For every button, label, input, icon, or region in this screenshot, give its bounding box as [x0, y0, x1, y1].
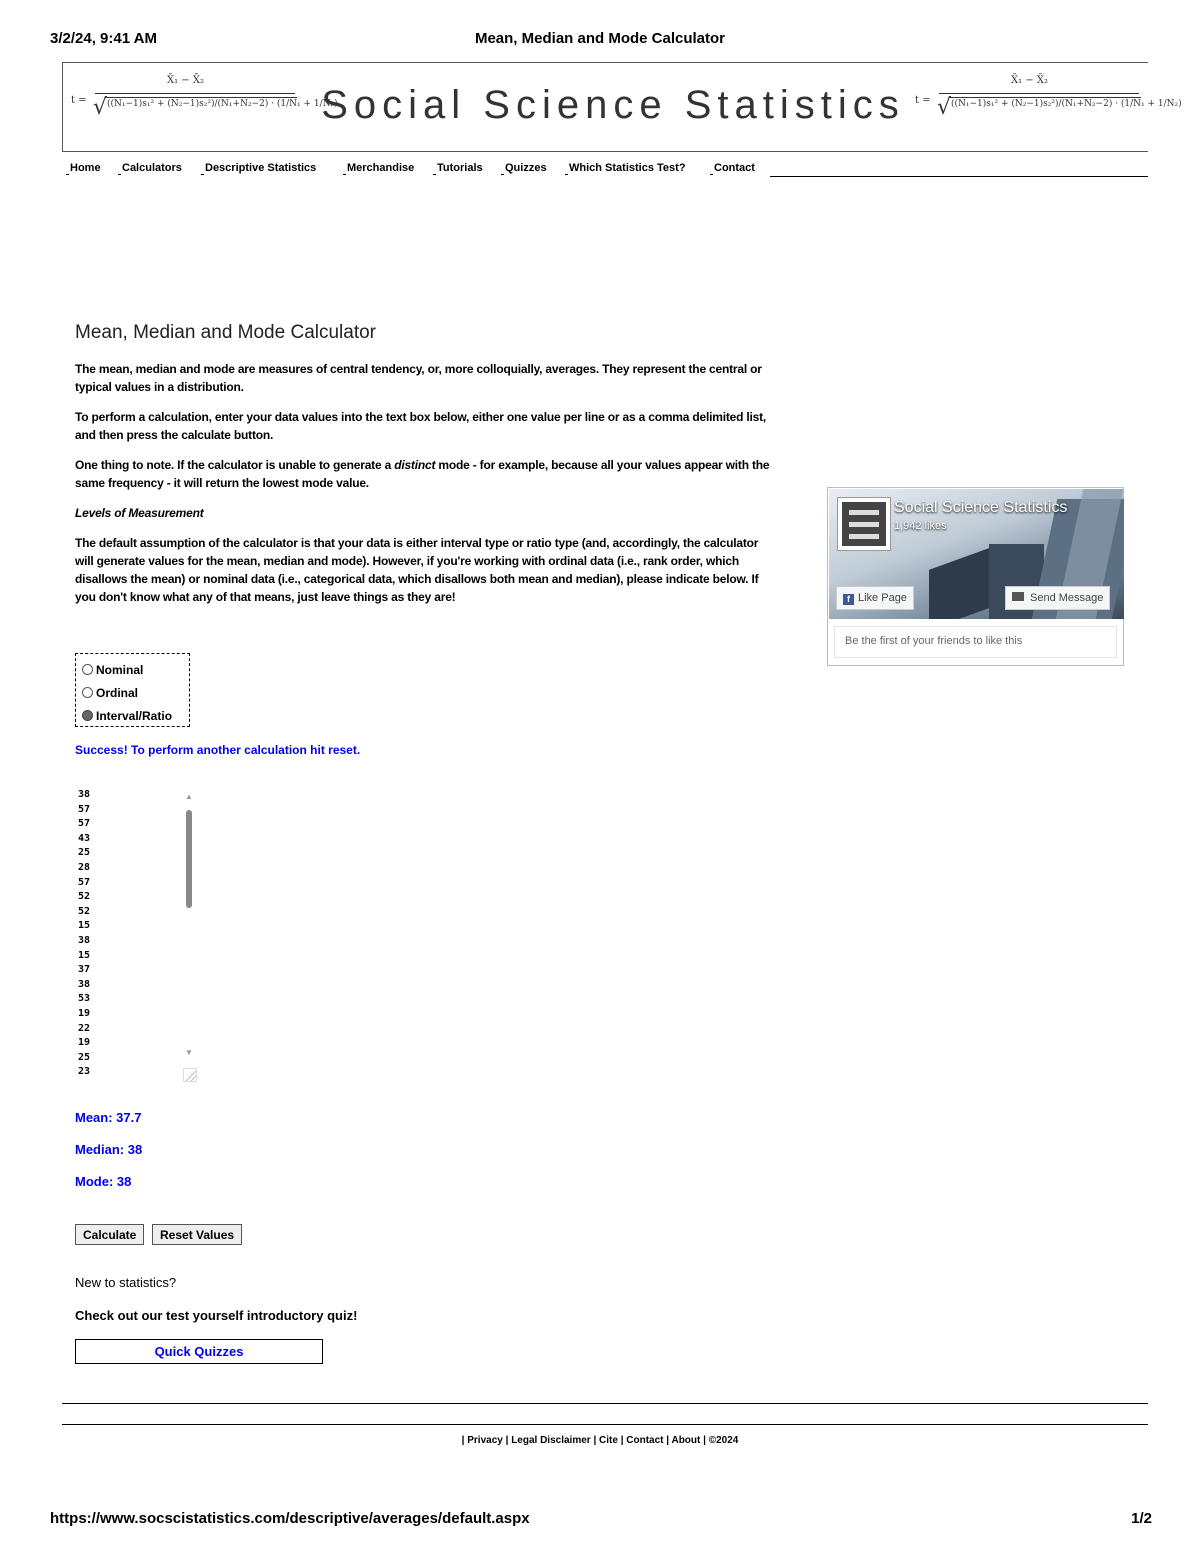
facebook-like-page-button[interactable] — [836, 586, 914, 610]
mean-result: Mean: 37.7 — [75, 1110, 142, 1125]
data-value-line[interactable]: 19 — [78, 1007, 91, 1019]
levels-heading-text: Levels of Measurement — [75, 506, 204, 520]
print-page-number: 1/2 — [1131, 1510, 1152, 1527]
levels-heading — [75, 504, 775, 522]
data-value-line[interactable]: 52 — [78, 905, 91, 917]
site-brand[interactable]: Social Science Statistics — [321, 83, 905, 127]
facebook-page-logo[interactable] — [837, 497, 891, 551]
nav-which-statistics-test[interactable]: Which Statistics Test? — [569, 162, 686, 174]
data-values-textarea[interactable] — [75, 786, 200, 1086]
t-test-formula-right: t = X̄₁ − X̄₂ √ ((N₁−1)s₁² + (N₂−1)s₂²)/(N₁+N₂−2) · (1/N₁ + 1/N₂) — [915, 75, 1182, 120]
data-value-line[interactable]: 19 — [78, 1037, 91, 1049]
formula-numerator: X̄₁ − X̄₂ — [167, 75, 204, 86]
mode-note-emphasis: distinct — [394, 458, 436, 472]
message-icon — [1012, 592, 1024, 601]
facebook-cover-image[interactable] — [829, 489, 1124, 619]
scroll-down-arrow-icon[interactable]: ▼ — [185, 1048, 193, 1057]
quick-quizzes-button[interactable]: Quick Quizzes — [75, 1339, 323, 1364]
quiz-promo-text: Check out our test yourself introductory quiz! — [75, 1308, 358, 1323]
data-value-line[interactable]: 57 — [78, 876, 91, 888]
data-value-line[interactable]: 28 — [78, 861, 91, 873]
facebook-page-name[interactable]: Social Science Statistics — [894, 499, 1068, 516]
data-value-line[interactable]: 57 — [78, 818, 91, 830]
radio-option-nominal[interactable] — [82, 658, 189, 681]
reset-values-button[interactable]: Reset Values — [152, 1224, 242, 1245]
print-url: https://www.socscistatistics.com/descriptive/averages/default.aspx — [50, 1510, 530, 1527]
facebook-likes-count: 1,942 likes — [894, 520, 947, 532]
radio-ordinal[interactable] — [82, 687, 93, 698]
print-title: Mean, Median and Mode Calculator — [474, 30, 726, 47]
data-value-line[interactable]: 53 — [78, 993, 91, 1005]
data-value-line[interactable]: 15 — [78, 920, 91, 932]
nav-merchandise[interactable]: Merchandise — [347, 162, 415, 174]
success-message: Success! To perform another calculation hit reset. — [75, 743, 361, 757]
formula-denominator: ((N₁−1)s₁² + (N₂−1)s₂²)/(N₁+N₂−2) · (1/N₁ + 1/N₂) — [951, 99, 1182, 109]
data-value-line[interactable]: 15 — [78, 949, 91, 961]
intro-paragraph: The mean, median and mode are measures of central tendency, or, more colloquially, averages. They represent the central or typical values in a distribution. — [75, 362, 762, 394]
radio-label-ordinal[interactable]: Ordinal — [96, 685, 139, 700]
facebook-page-widget[interactable] — [827, 487, 1124, 666]
data-value-line[interactable]: 38 — [78, 934, 91, 946]
resize-handle-icon[interactable] — [183, 1068, 197, 1082]
footer-links[interactable]: | Privacy | Legal Disclaimer | Cite | Contact | About | ©2024 — [461, 1435, 739, 1446]
formula-numerator: X̄₁ − X̄₂ — [1011, 75, 1048, 86]
footer-divider-bottom — [62, 1424, 1148, 1425]
data-value-line[interactable]: 22 — [78, 1022, 91, 1034]
radio-option-ordinal[interactable] — [82, 681, 189, 704]
data-value-line[interactable]: 38 — [78, 978, 91, 990]
nav-quizzes[interactable]: Quizzes — [505, 162, 547, 174]
data-value-line[interactable]: 25 — [78, 847, 91, 859]
mode-note-text-a: One thing to note. If the calculator is unable to generate a — [75, 458, 395, 472]
instructions-paragraph: To perform a calculation, enter your data values into the text box below, either one value per line or as a comma delimited list, and then press the calculate button. — [75, 410, 767, 442]
formula-t: t = — [915, 95, 931, 106]
mode-result: Mode: 38 — [75, 1174, 132, 1189]
data-value-line[interactable]: 37 — [78, 964, 91, 976]
data-value-line[interactable]: 23 — [78, 1066, 91, 1078]
formula-denominator: ((N₁−1)s₁² + (N₂−1)s₂²)/(N₁+N₂−2) · (1/N₁ + 1/N₂) — [107, 99, 338, 109]
main-nav — [62, 162, 1148, 180]
main-content — [75, 322, 775, 618]
mode-note-paragraph — [75, 456, 775, 492]
textarea-scrollbar[interactable] — [184, 792, 194, 1072]
radio-nominal[interactable] — [82, 664, 93, 675]
measurement-level-radio-group — [75, 653, 190, 727]
data-value-line[interactable]: 43 — [78, 832, 91, 844]
data-value-line[interactable]: 52 — [78, 891, 91, 903]
data-values-list[interactable] — [78, 788, 90, 1080]
radio-label-nominal[interactable]: Nominal — [96, 662, 144, 677]
nav-divider — [770, 176, 1148, 177]
formula-t: t = — [71, 95, 87, 106]
radio-label-interval-ratio[interactable]: Interval/Ratio — [96, 708, 173, 723]
facebook-send-message-button[interactable] — [1005, 586, 1110, 610]
nav-calculators[interactable]: Calculators — [122, 162, 182, 174]
nav-tutorials[interactable]: Tutorials — [437, 162, 483, 174]
data-value-line[interactable]: 25 — [78, 1051, 91, 1063]
median-result: Median: 38 — [75, 1142, 143, 1157]
print-date: 3/2/24, 9:41 AM — [50, 30, 157, 47]
radio-option-interval-ratio[interactable] — [82, 704, 189, 727]
scroll-thumb[interactable] — [186, 810, 192, 908]
like-page-label: Like Page — [858, 592, 907, 604]
calculate-button[interactable]: Calculate — [75, 1224, 144, 1245]
new-to-statistics-text: New to statistics? — [75, 1275, 177, 1290]
footer-divider-top — [62, 1403, 1148, 1404]
radio-interval-ratio[interactable] — [82, 710, 93, 721]
facebook-f-icon: f — [843, 594, 854, 605]
nav-descriptive-statistics[interactable]: Descriptive Statistics — [205, 162, 317, 174]
levels-paragraph: The default assumption of the calculator is that your data is either interval type or ratio type (and, accordingly, the calculator will generate values for the mean, median and mode). However, if you're working with ordinal data (i.e., rank order, which disallows the mean) or nominal data (i.e., categorical data, which disallows both mean and median), please indicate below. If you don't know what any of that means, just leave things as they are! — [75, 536, 759, 604]
t-test-formula-left: t = X̄₁ − X̄₂ √ ((N₁−1)s₁² + (N₂−1)s₂²)/(N₁+N₂−2) · (1/N₁ + 1/N₂) — [71, 75, 338, 120]
facebook-friends-text: Be the first of your friends to like this — [834, 626, 1117, 658]
data-value-line[interactable]: 57 — [78, 803, 91, 815]
site-banner[interactable] — [62, 62, 1182, 152]
send-message-label: Send Message — [1030, 592, 1104, 604]
mode-note-text-b: mode - for example, because all your values appear with the same frequency - it will return the lowest mode value. — [75, 458, 770, 490]
nav-contact[interactable]: Contact — [714, 162, 755, 174]
scroll-up-arrow-icon[interactable]: ▲ — [185, 792, 193, 801]
nav-home[interactable]: Home — [70, 162, 101, 174]
page-title: Mean, Median and Mode Calculator — [75, 322, 377, 343]
data-value-line[interactable]: 38 — [78, 789, 91, 800]
